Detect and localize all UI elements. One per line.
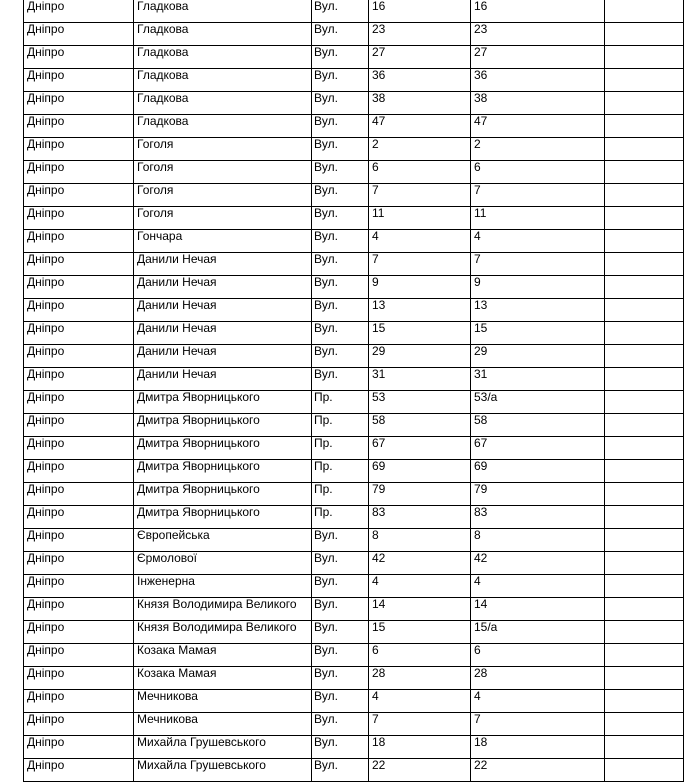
street-cell: Гладкова <box>134 69 312 92</box>
city-cell: Дніпро <box>24 161 134 184</box>
extra-cell <box>605 736 684 759</box>
house-number-cell: 4 <box>369 690 471 713</box>
extra-cell <box>605 713 684 736</box>
street-type-cell: Пр. <box>312 506 369 529</box>
extra-cell <box>605 506 684 529</box>
city-cell: Дніпро <box>24 621 134 644</box>
building-number-cell: 4 <box>471 690 605 713</box>
extra-cell <box>605 529 684 552</box>
table-row <box>24 621 684 644</box>
table-row <box>24 23 684 46</box>
table-row <box>24 299 684 322</box>
street-type-cell: Вул. <box>312 207 369 230</box>
building-number-cell: 2 <box>471 138 605 161</box>
house-number-cell: 18 <box>369 736 471 759</box>
extra-cell <box>605 138 684 161</box>
street-type-cell: Вул. <box>312 529 369 552</box>
table-row <box>24 138 684 161</box>
building-number-cell: 14 <box>471 598 605 621</box>
house-number-cell: 14 <box>369 598 471 621</box>
extra-cell <box>605 391 684 414</box>
city-cell: Дніпро <box>24 552 134 575</box>
extra-cell <box>605 0 684 23</box>
street-cell: Гоголя <box>134 184 312 207</box>
building-number-cell: 7 <box>471 184 605 207</box>
street-cell: Інженерна <box>134 575 312 598</box>
extra-cell <box>605 276 684 299</box>
house-number-cell: 67 <box>369 437 471 460</box>
house-number-cell: 7 <box>369 253 471 276</box>
house-number-cell: 69 <box>369 460 471 483</box>
house-number-cell: 58 <box>369 414 471 437</box>
house-number-cell: 7 <box>369 713 471 736</box>
table-row <box>24 69 684 92</box>
house-number-cell: 11 <box>369 207 471 230</box>
building-number-cell: 36 <box>471 69 605 92</box>
house-number-cell: 53 <box>369 391 471 414</box>
street-type-cell: Вул. <box>312 23 369 46</box>
street-cell: Гоголя <box>134 207 312 230</box>
street-type-cell: Вул. <box>312 46 369 69</box>
street-type-cell: Вул. <box>312 690 369 713</box>
street-type-cell: Вул. <box>312 644 369 667</box>
table-row <box>24 736 684 759</box>
house-number-cell: 31 <box>369 368 471 391</box>
house-number-cell: 23 <box>369 23 471 46</box>
city-cell: Дніпро <box>24 253 134 276</box>
extra-cell <box>605 460 684 483</box>
table-row <box>24 276 684 299</box>
table-row <box>24 437 684 460</box>
house-number-cell: 83 <box>369 506 471 529</box>
street-cell: Козака Мамая <box>134 644 312 667</box>
extra-cell <box>605 184 684 207</box>
house-number-cell: 4 <box>369 230 471 253</box>
building-number-cell: 4 <box>471 575 605 598</box>
house-number-cell: 47 <box>369 115 471 138</box>
table-row <box>24 667 684 690</box>
street-cell: Дмитра Яворницького <box>134 483 312 506</box>
building-number-cell: 27 <box>471 46 605 69</box>
street-type-cell: Вул. <box>312 230 369 253</box>
table-row <box>24 161 684 184</box>
city-cell: Дніпро <box>24 644 134 667</box>
city-cell: Дніпро <box>24 529 134 552</box>
extra-cell <box>605 161 684 184</box>
building-number-cell: 7 <box>471 253 605 276</box>
extra-cell <box>605 759 684 782</box>
table-row <box>24 414 684 437</box>
city-cell: Дніпро <box>24 322 134 345</box>
street-cell: Михайла Грушевського <box>134 759 312 782</box>
table-row <box>24 529 684 552</box>
building-number-cell: 83 <box>471 506 605 529</box>
city-cell: Дніпро <box>24 414 134 437</box>
city-cell: Дніпро <box>24 276 134 299</box>
house-number-cell: 27 <box>369 46 471 69</box>
city-cell: Дніпро <box>24 759 134 782</box>
building-number-cell: 13 <box>471 299 605 322</box>
address-table-body <box>24 0 684 782</box>
table-row <box>24 759 684 782</box>
street-cell: Данили Нечая <box>134 345 312 368</box>
city-cell: Дніпро <box>24 506 134 529</box>
street-cell: Данили Нечая <box>134 322 312 345</box>
building-number-cell: 29 <box>471 345 605 368</box>
extra-cell <box>605 299 684 322</box>
street-cell: Гоголя <box>134 161 312 184</box>
street-cell: Дмитра Яворницького <box>134 391 312 414</box>
street-type-cell: Вул. <box>312 138 369 161</box>
building-number-cell: 11 <box>471 207 605 230</box>
street-cell: Гладкова <box>134 23 312 46</box>
extra-cell <box>605 115 684 138</box>
building-number-cell: 69 <box>471 460 605 483</box>
house-number-cell: 29 <box>369 345 471 368</box>
street-cell: Князя Володимира Великого <box>134 621 312 644</box>
table-row <box>24 460 684 483</box>
street-type-cell: Вул. <box>312 621 369 644</box>
table-row <box>24 46 684 69</box>
city-cell: Дніпро <box>24 299 134 322</box>
street-type-cell: Вул. <box>312 322 369 345</box>
street-type-cell: Вул. <box>312 115 369 138</box>
street-cell: Гладкова <box>134 46 312 69</box>
building-number-cell: 53/а <box>471 391 605 414</box>
city-cell: Дніпро <box>24 46 134 69</box>
street-type-cell: Вул. <box>312 713 369 736</box>
house-number-cell: 22 <box>369 759 471 782</box>
house-number-cell: 15 <box>369 621 471 644</box>
street-cell: Данили Нечая <box>134 299 312 322</box>
building-number-cell: 42 <box>471 552 605 575</box>
street-cell: Гладкова <box>134 92 312 115</box>
extra-cell <box>605 207 684 230</box>
street-type-cell: Вул. <box>312 92 369 115</box>
extra-cell <box>605 621 684 644</box>
building-number-cell: 31 <box>471 368 605 391</box>
city-cell: Дніпро <box>24 690 134 713</box>
extra-cell <box>605 575 684 598</box>
street-cell: Мечникова <box>134 713 312 736</box>
building-number-cell: 15 <box>471 322 605 345</box>
table-row <box>24 575 684 598</box>
street-type-cell: Вул. <box>312 736 369 759</box>
house-number-cell: 79 <box>369 483 471 506</box>
street-cell: Князя Володимира Великого <box>134 598 312 621</box>
building-number-cell: 9 <box>471 276 605 299</box>
extra-cell <box>605 414 684 437</box>
extra-cell <box>605 368 684 391</box>
house-number-cell: 42 <box>369 552 471 575</box>
table-row <box>24 506 684 529</box>
street-cell: Дмитра Яворницького <box>134 460 312 483</box>
city-cell: Дніпро <box>24 713 134 736</box>
extra-cell <box>605 253 684 276</box>
table-row <box>24 207 684 230</box>
city-cell: Дніпро <box>24 736 134 759</box>
city-cell: Дніпро <box>24 575 134 598</box>
building-number-cell: 79 <box>471 483 605 506</box>
street-cell: Гоголя <box>134 138 312 161</box>
street-type-cell: Вул. <box>312 598 369 621</box>
house-number-cell: 15 <box>369 322 471 345</box>
house-number-cell: 4 <box>369 575 471 598</box>
table-row <box>24 0 684 23</box>
table-row <box>24 690 684 713</box>
house-number-cell: 16 <box>369 0 471 23</box>
house-number-cell: 38 <box>369 92 471 115</box>
street-cell: Данили Нечая <box>134 368 312 391</box>
building-number-cell: 7 <box>471 713 605 736</box>
table-row <box>24 713 684 736</box>
city-cell: Дніпро <box>24 437 134 460</box>
street-type-cell: Пр. <box>312 483 369 506</box>
street-cell: Єрмолової <box>134 552 312 575</box>
city-cell: Дніпро <box>24 69 134 92</box>
extra-cell <box>605 345 684 368</box>
house-number-cell: 6 <box>369 644 471 667</box>
street-type-cell: Пр. <box>312 437 369 460</box>
street-type-cell: Вул. <box>312 69 369 92</box>
city-cell: Дніпро <box>24 230 134 253</box>
house-number-cell: 36 <box>369 69 471 92</box>
street-cell: Мечникова <box>134 690 312 713</box>
extra-cell <box>605 644 684 667</box>
city-cell: Дніпро <box>24 92 134 115</box>
house-number-cell: 9 <box>369 276 471 299</box>
building-number-cell: 8 <box>471 529 605 552</box>
city-cell: Дніпро <box>24 667 134 690</box>
city-cell: Дніпро <box>24 483 134 506</box>
city-cell: Дніпро <box>24 345 134 368</box>
street-type-cell: Вул. <box>312 299 369 322</box>
street-cell: Гладкова <box>134 115 312 138</box>
table-row <box>24 92 684 115</box>
building-number-cell: 38 <box>471 92 605 115</box>
city-cell: Дніпро <box>24 23 134 46</box>
street-type-cell: Пр. <box>312 391 369 414</box>
table-row <box>24 345 684 368</box>
street-cell: Данили Нечая <box>134 276 312 299</box>
extra-cell <box>605 437 684 460</box>
extra-cell <box>605 667 684 690</box>
table-row <box>24 552 684 575</box>
house-number-cell: 6 <box>369 161 471 184</box>
street-cell: Європейська <box>134 529 312 552</box>
building-number-cell: 6 <box>471 161 605 184</box>
street-type-cell: Вул. <box>312 161 369 184</box>
extra-cell <box>605 23 684 46</box>
table-row <box>24 322 684 345</box>
street-cell: Михайла Грушевського <box>134 736 312 759</box>
house-number-cell: 28 <box>369 667 471 690</box>
street-type-cell: Вул. <box>312 253 369 276</box>
street-type-cell: Вул. <box>312 0 369 23</box>
city-cell: Дніпро <box>24 0 134 23</box>
building-number-cell: 67 <box>471 437 605 460</box>
street-type-cell: Вул. <box>312 667 369 690</box>
city-cell: Дніпро <box>24 184 134 207</box>
building-number-cell: 23 <box>471 23 605 46</box>
extra-cell <box>605 322 684 345</box>
city-cell: Дніпро <box>24 598 134 621</box>
street-cell: Гладкова <box>134 0 312 23</box>
street-type-cell: Вул. <box>312 759 369 782</box>
extra-cell <box>605 483 684 506</box>
house-number-cell: 7 <box>369 184 471 207</box>
table-row <box>24 483 684 506</box>
street-type-cell: Пр. <box>312 414 369 437</box>
building-number-cell: 15/а <box>471 621 605 644</box>
extra-cell <box>605 69 684 92</box>
street-type-cell: Пр. <box>312 460 369 483</box>
city-cell: Дніпро <box>24 368 134 391</box>
city-cell: Дніпро <box>24 460 134 483</box>
table-row <box>24 253 684 276</box>
street-type-cell: Вул. <box>312 552 369 575</box>
street-type-cell: Вул. <box>312 345 369 368</box>
city-cell: Дніпро <box>24 391 134 414</box>
street-cell: Козака Мамая <box>134 667 312 690</box>
street-cell: Данили Нечая <box>134 253 312 276</box>
extra-cell <box>605 690 684 713</box>
street-type-cell: Вул. <box>312 184 369 207</box>
extra-cell <box>605 552 684 575</box>
street-type-cell: Вул. <box>312 575 369 598</box>
street-cell: Дмитра Яворницького <box>134 437 312 460</box>
building-number-cell: 4 <box>471 230 605 253</box>
address-table-page <box>23 0 683 782</box>
house-number-cell: 8 <box>369 529 471 552</box>
building-number-cell: 58 <box>471 414 605 437</box>
building-number-cell: 47 <box>471 115 605 138</box>
extra-cell <box>605 46 684 69</box>
house-number-cell: 13 <box>369 299 471 322</box>
address-table <box>23 0 684 782</box>
building-number-cell: 18 <box>471 736 605 759</box>
extra-cell <box>605 598 684 621</box>
building-number-cell: 6 <box>471 644 605 667</box>
street-cell: Дмитра Яворницького <box>134 414 312 437</box>
street-cell: Дмитра Яворницького <box>134 506 312 529</box>
table-row <box>24 391 684 414</box>
street-cell: Гончара <box>134 230 312 253</box>
street-type-cell: Вул. <box>312 276 369 299</box>
house-number-cell: 2 <box>369 138 471 161</box>
city-cell: Дніпро <box>24 138 134 161</box>
street-type-cell: Вул. <box>312 368 369 391</box>
building-number-cell: 28 <box>471 667 605 690</box>
table-row <box>24 644 684 667</box>
table-row <box>24 598 684 621</box>
table-row <box>24 230 684 253</box>
building-number-cell: 16 <box>471 0 605 23</box>
table-row <box>24 115 684 138</box>
extra-cell <box>605 92 684 115</box>
building-number-cell: 22 <box>471 759 605 782</box>
table-row <box>24 368 684 391</box>
extra-cell <box>605 230 684 253</box>
city-cell: Дніпро <box>24 115 134 138</box>
city-cell: Дніпро <box>24 207 134 230</box>
table-row <box>24 184 684 207</box>
